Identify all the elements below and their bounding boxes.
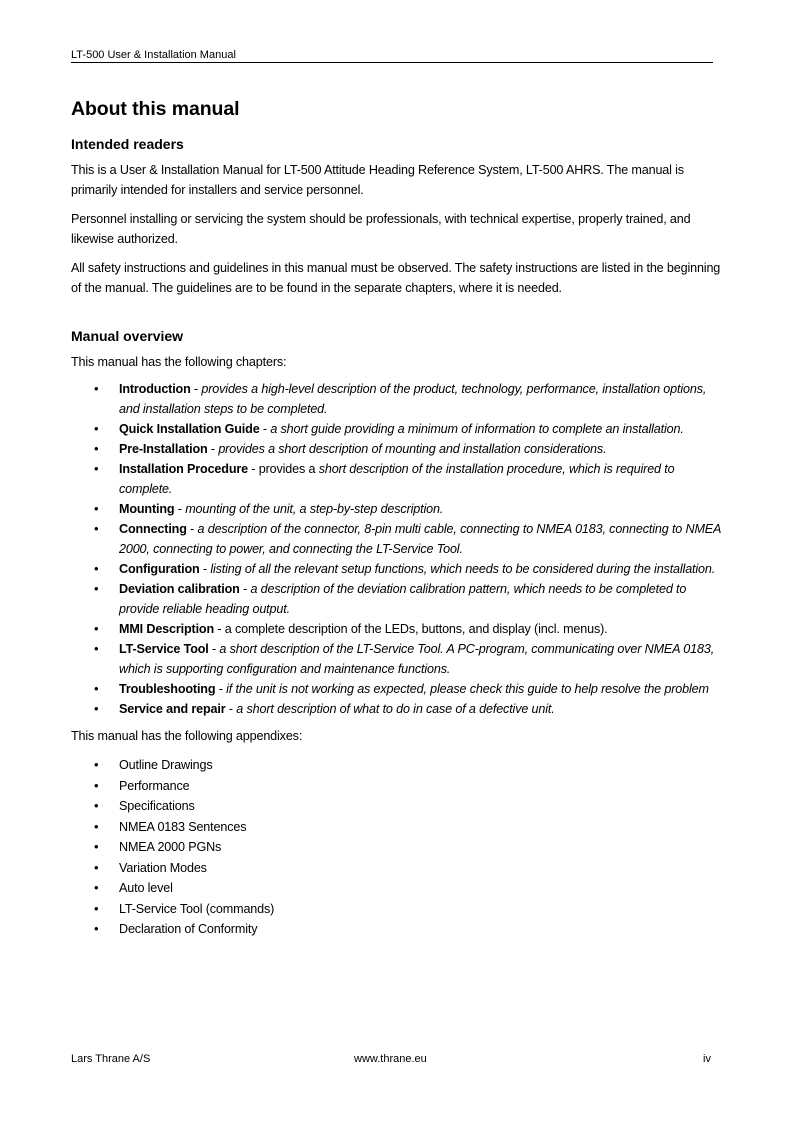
- bullet-icon: •: [94, 421, 99, 436]
- chapter-separator: -: [215, 682, 227, 696]
- chapter-title: Configuration: [119, 562, 200, 576]
- chapter-separator: -: [190, 382, 202, 396]
- chapter-description-italic: a description of the deviation calibration pattern, which needs to be completed to provide reliable heading output.: [119, 582, 687, 616]
- running-header: LT-500 User & Installation Manual: [71, 48, 713, 63]
- appendix-label: Performance: [119, 778, 190, 793]
- appendix-label: Variation Modes: [119, 860, 207, 875]
- chapters-list: [71, 379, 721, 719]
- chapter-list-item: [71, 699, 721, 719]
- chapter-separator: -: [208, 642, 220, 656]
- chapter-description-italic: a description of the connector, 8-pin multi cable, connecting to NMEA 0183, connecting to NMEA 2000, connecting to power, and connecting the LT-Service Tool.: [119, 522, 721, 556]
- appendix-label: Auto level: [119, 881, 173, 895]
- appendix-list-item: [71, 796, 721, 816]
- chapter-list-item: [71, 499, 721, 519]
- bullet-icon: •: [94, 461, 99, 476]
- chapter-title: Mounting: [119, 502, 175, 516]
- chapter-title: MMI Description: [119, 622, 215, 636]
- footer-page-number: iv: [703, 1053, 711, 1065]
- chapter-list-item: [71, 379, 721, 419]
- bullet-icon: •: [94, 621, 99, 636]
- appendix-list-item: [71, 919, 721, 939]
- chapter-description-italic: provides a short description of mounting and installation considerations.: [218, 442, 607, 456]
- chapter-title: Service and repair: [119, 702, 226, 716]
- appendix-list-item: [71, 837, 721, 857]
- appendix-label: NMEA 2000 PGNs: [119, 840, 222, 854]
- bullet-icon: •: [94, 681, 99, 696]
- chapter-description: a complete description of the LEDs, buttons, and display (incl. menus).: [224, 622, 608, 636]
- appendixes-intro: This manual has the following appendixes:: [71, 729, 303, 743]
- appendix-label: Outline Drawings: [119, 758, 213, 772]
- chapter-separator: -: [239, 582, 251, 596]
- bullet-icon: •: [94, 818, 99, 834]
- chapter-separator: -: [174, 502, 186, 516]
- chapter-list-item: [71, 579, 721, 619]
- bullet-icon: •: [94, 561, 99, 576]
- chapter-list-item: [71, 459, 721, 499]
- chapter-description-italic: a short description of the LT-Service Tool. A PC-program, communicating over NMEA 0183, which is supporting configuration and maintenance functions.: [119, 642, 715, 676]
- footer-company: Lars Thrane A/S: [71, 1053, 151, 1065]
- bullet-icon: •: [94, 777, 99, 793]
- bullet-icon: •: [94, 757, 99, 772]
- page-content: [71, 96, 721, 940]
- chapter-description-italic: provides a high-level description of the product, technology, performance, installation options, and installation steps to be completed.: [119, 382, 707, 416]
- chapter-description-italic: if the unit is not working as expected, please check this guide to help resolve the problem: [226, 682, 709, 696]
- appendix-label: LT-Service Tool (commands): [119, 901, 275, 916]
- bullet-icon: •: [94, 441, 99, 456]
- chapter-title: Connecting: [119, 522, 187, 536]
- chapter-list-item: [71, 679, 721, 699]
- appendix-list-item: [71, 899, 721, 919]
- chapter-description-italic: mounting of the unit, a step-by-step description.: [185, 502, 444, 516]
- chapter-separator: -: [207, 442, 219, 456]
- chapter-title: Installation Procedure: [119, 462, 248, 476]
- chapter-list-item: [71, 419, 721, 439]
- bullet-icon: •: [94, 798, 99, 813]
- appendixes-list: [71, 755, 721, 939]
- chapter-title: Introduction: [119, 382, 191, 396]
- chapter-list-item: [71, 619, 721, 639]
- chapters-intro: This manual has the following chapters:: [71, 355, 287, 369]
- bullet-icon: •: [94, 880, 99, 895]
- appendix-list-item: [71, 878, 721, 898]
- chapter-list-item: [71, 439, 721, 459]
- section-heading-intended-readers: Intended readers: [71, 136, 184, 152]
- section-heading-manual-overview: Manual overview: [71, 328, 184, 344]
- bullet-icon: •: [94, 900, 99, 916]
- bullet-icon: •: [94, 501, 99, 516]
- chapter-title: Pre-Installation: [119, 442, 208, 456]
- footer-website: www.thrane.eu: [354, 1053, 427, 1065]
- appendix-list-item: [71, 755, 721, 775]
- chapter-separator: -: [259, 422, 271, 436]
- bullet-icon: •: [94, 581, 99, 596]
- intended-readers-paragraph-2: Personnel installing or servicing the system should be professionals, with technical expertise, properly trained, and likewise authorized.: [71, 212, 691, 246]
- chapter-title: LT-Service Tool: [119, 642, 209, 656]
- chapter-title: Deviation calibration: [119, 582, 240, 596]
- chapter-title: Troubleshooting: [119, 682, 216, 696]
- chapter-separator: -: [199, 562, 211, 576]
- bullet-icon: •: [94, 521, 99, 536]
- bullet-icon: •: [94, 641, 99, 656]
- chapter-separator: -: [247, 462, 259, 476]
- page-title: About this manual: [71, 98, 240, 120]
- chapter-description-italic: a short description of what to do in case of a defective unit.: [236, 702, 555, 716]
- bullet-icon: •: [94, 921, 99, 936]
- bullet-icon: •: [94, 859, 99, 875]
- chapter-list-item: [71, 559, 721, 579]
- chapter-description: provides a: [258, 462, 319, 476]
- chapter-separator: -: [225, 702, 237, 716]
- appendix-list-item: [71, 776, 721, 796]
- bullet-icon: •: [94, 839, 99, 854]
- chapter-list-item: [71, 639, 721, 679]
- appendix-list-item: [71, 858, 721, 878]
- appendix-label: Declaration of Conformity: [119, 922, 258, 936]
- appendix-label: NMEA 0183 Sentences: [119, 819, 247, 834]
- chapter-description-italic: listing of all the relevant setup functions, which needs to be considered during the installation.: [210, 562, 716, 576]
- chapter-list-item: [71, 519, 721, 559]
- bullet-icon: •: [94, 701, 99, 716]
- appendix-list-item: [71, 817, 721, 837]
- intended-readers-paragraph-3: All safety instructions and guidelines in this manual must be observed. The safety instructions are listed in the beginning of the manual. The guidelines are to be found in the separate chapters, where it is needed.: [71, 261, 721, 295]
- chapter-title: Quick Installation Guide: [119, 422, 260, 436]
- chapter-description-italic: a short guide providing a minimum of information to complete an installation.: [270, 422, 684, 436]
- chapter-description-italic: short description of the installation procedure, which is required to complete.: [119, 462, 675, 496]
- intended-readers-paragraph-1: This is a User & Installation Manual for LT-500 Attitude Heading Reference System, LT-500 AHRS. The manual is primarily intended for installers and service personnel.: [71, 163, 684, 197]
- appendix-label: Specifications: [119, 799, 195, 813]
- chapter-separator: -: [186, 522, 198, 536]
- chapter-separator: -: [214, 622, 225, 636]
- bullet-icon: •: [94, 381, 99, 396]
